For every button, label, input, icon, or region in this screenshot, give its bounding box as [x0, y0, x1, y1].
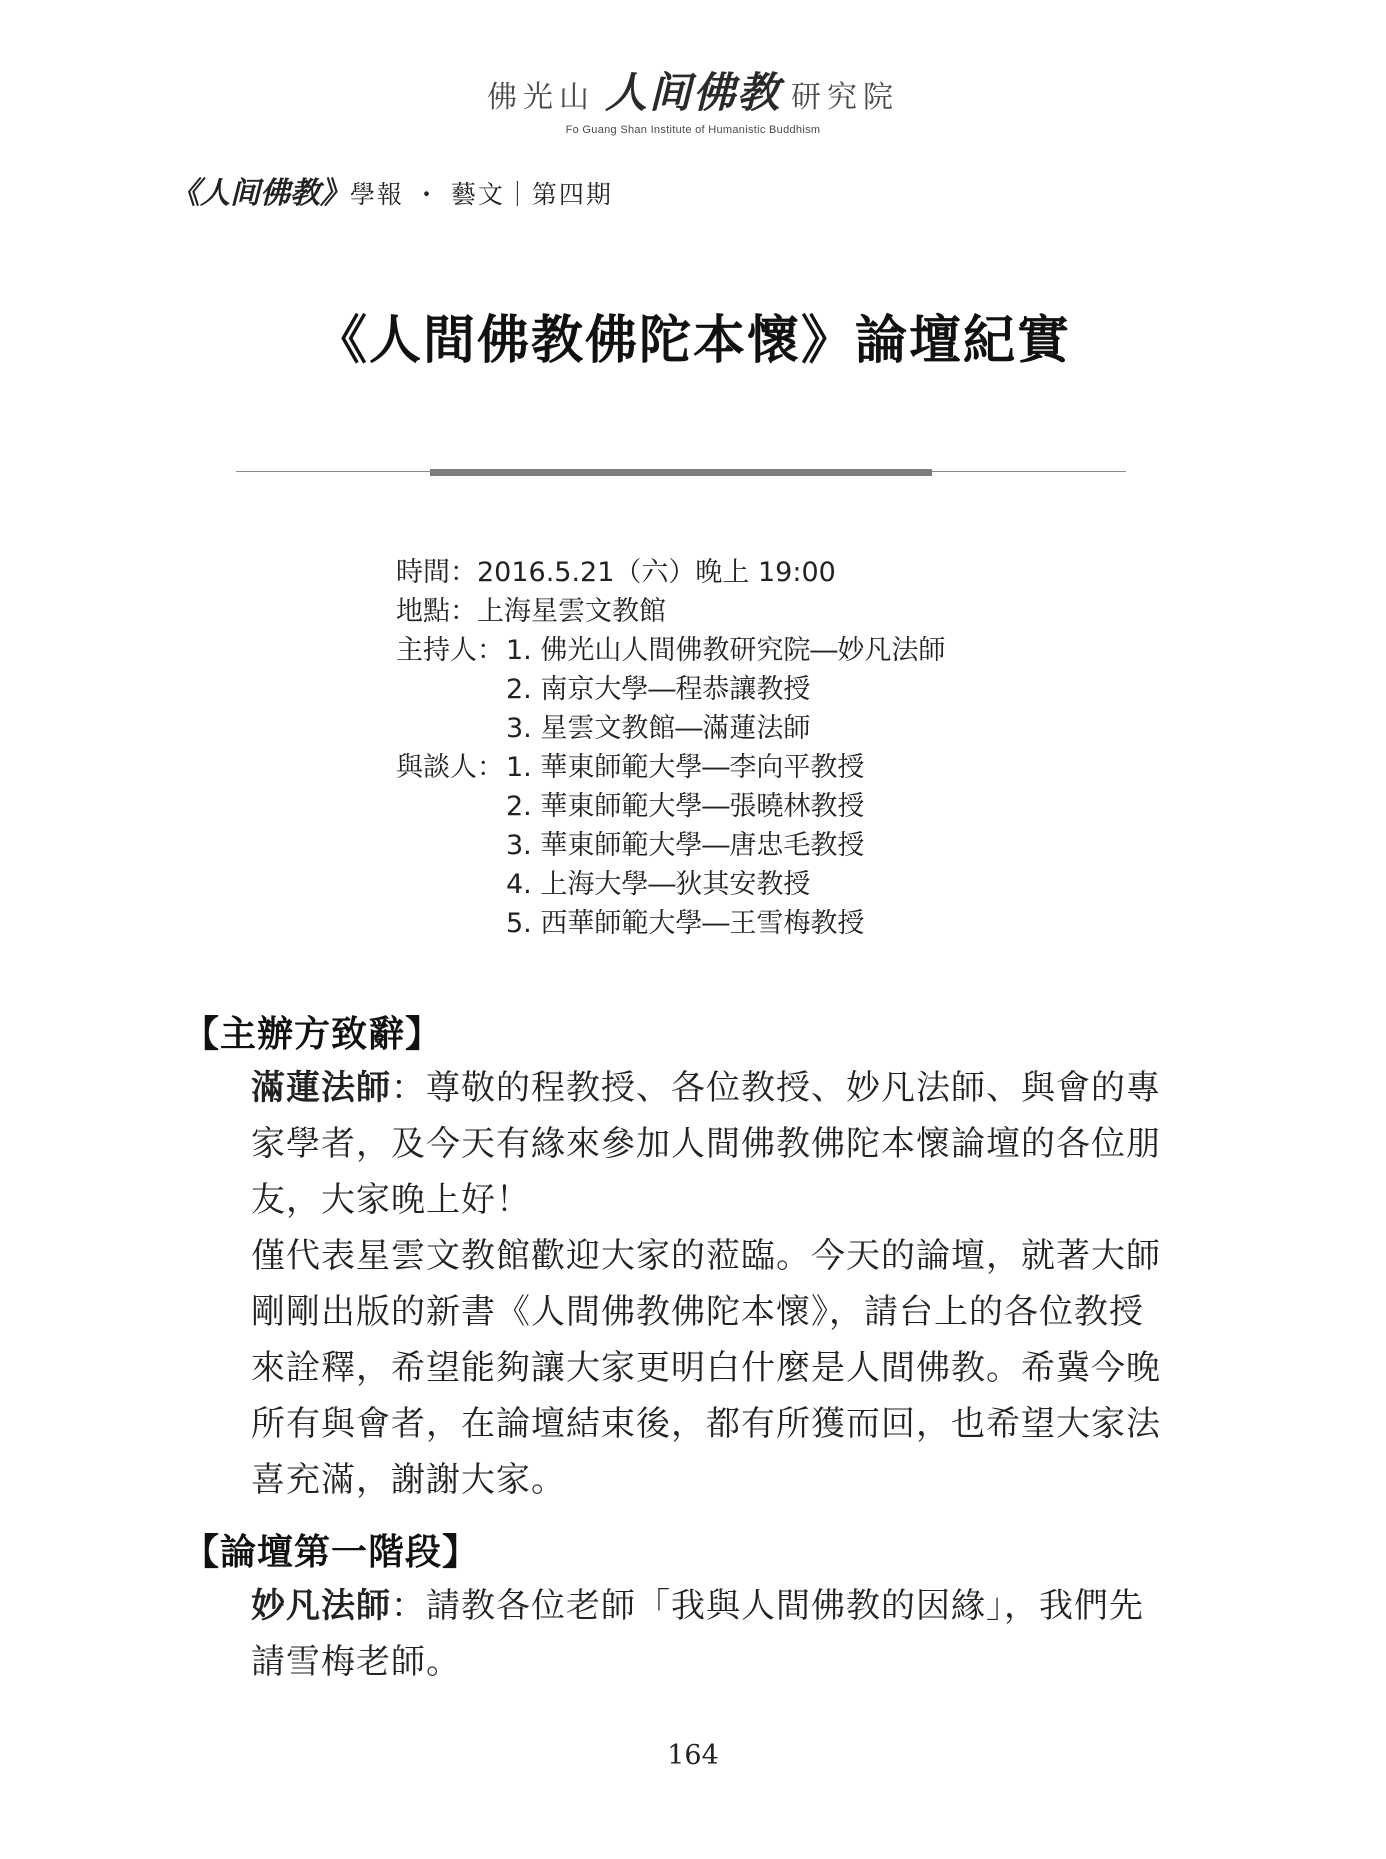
speaker-name: 滿蓮法師 [251, 1068, 391, 1108]
panelist-item: 5. 西華師範大學―王雪梅教授 [506, 908, 865, 939]
running-head [170, 168, 613, 212]
panelist-row [396, 748, 945, 787]
event-place-label: 地點： [396, 596, 477, 627]
panelist-row [396, 787, 945, 826]
paragraph [183, 1228, 1178, 1508]
event-time-label: 時間： [396, 557, 477, 588]
host-item: 2. 南京大學―程恭讓教授 [506, 674, 811, 705]
panelist-item: 4. 上海大學―狄其安教授 [506, 869, 811, 900]
journal-name: 《人间佛教》 [170, 176, 350, 211]
host-row [396, 670, 945, 709]
logo-subtitle: Fo Guang Shan Institute of Humanistic Buddhism [565, 124, 821, 136]
paragraph-text: ：請教各位老師「我與人間佛教的因緣」，我們先請雪梅老師。 [251, 1586, 1144, 1682]
panelist-item: 3. 華東師範大學―唐忠毛教授 [506, 830, 865, 861]
event-time-value: 2016.5.21（六）晚上 19:00 [477, 557, 836, 588]
panelist-row [396, 865, 945, 904]
host-row [396, 631, 945, 670]
section-heading-stage-one: 【論壇第一階段】 [183, 1531, 480, 1573]
event-place [396, 592, 945, 631]
paragraph [183, 1578, 1178, 1690]
logo-left-text: 佛光山 [486, 80, 595, 115]
page-title: 《人間佛教佛陀本懷》論壇紀實 [314, 310, 1071, 371]
panelist-row [396, 826, 945, 865]
event-info [396, 553, 945, 943]
host-item: 3. 星雲文教館―滿蓮法師 [506, 713, 811, 744]
hosts-label: 主持人： [396, 635, 504, 666]
paragraph-text: ：尊敬的程教授、各位教授、妙凡法師、與會的專家學者，及今天有緣來參加人間佛教佛陀本懷論壇的各位朋友，大家晚上好！ [251, 1068, 1161, 1220]
host-item: 1. 佛光山人間佛教研究院―妙凡法師 [506, 635, 946, 666]
speaker-name: 妙凡法師 [251, 1586, 391, 1626]
event-place-value: 上海星雲文教館 [477, 596, 666, 627]
title-divider-thick [430, 469, 932, 476]
logo-brush-text: 人间佛教 [604, 68, 781, 117]
paragraph-text: 僅代表星雲文教館歡迎大家的蒞臨。今天的論壇，就著大師剛剛出版的新書《人間佛教佛陀本懷》，請台上的各位教授來詮釋，希望能夠讓大家更明白什麼是人間佛教。希冀今晚所有與會者，在論壇結束後，都有所獲而回，也希望大家法喜充滿，謝謝大家。 [251, 1236, 1161, 1500]
panelists-label: 與談人： [396, 752, 504, 783]
panelist-row [396, 904, 945, 943]
logo-right-text: 研究院 [791, 80, 899, 115]
paragraph [183, 1060, 1178, 1228]
institute-logo [0, 60, 1386, 136]
page-number: 164 [667, 1740, 719, 1771]
event-time [396, 553, 945, 592]
journal-section: 學報 ・ 藝文｜第四期 [350, 180, 613, 209]
panelist-item: 1. 華東師範大學―李向平教授 [506, 752, 865, 783]
host-row [396, 709, 945, 748]
panelist-item: 2. 華東師範大學―張曉林教授 [506, 791, 865, 822]
section-heading-opening: 【主辦方致辭】 [183, 1013, 443, 1055]
